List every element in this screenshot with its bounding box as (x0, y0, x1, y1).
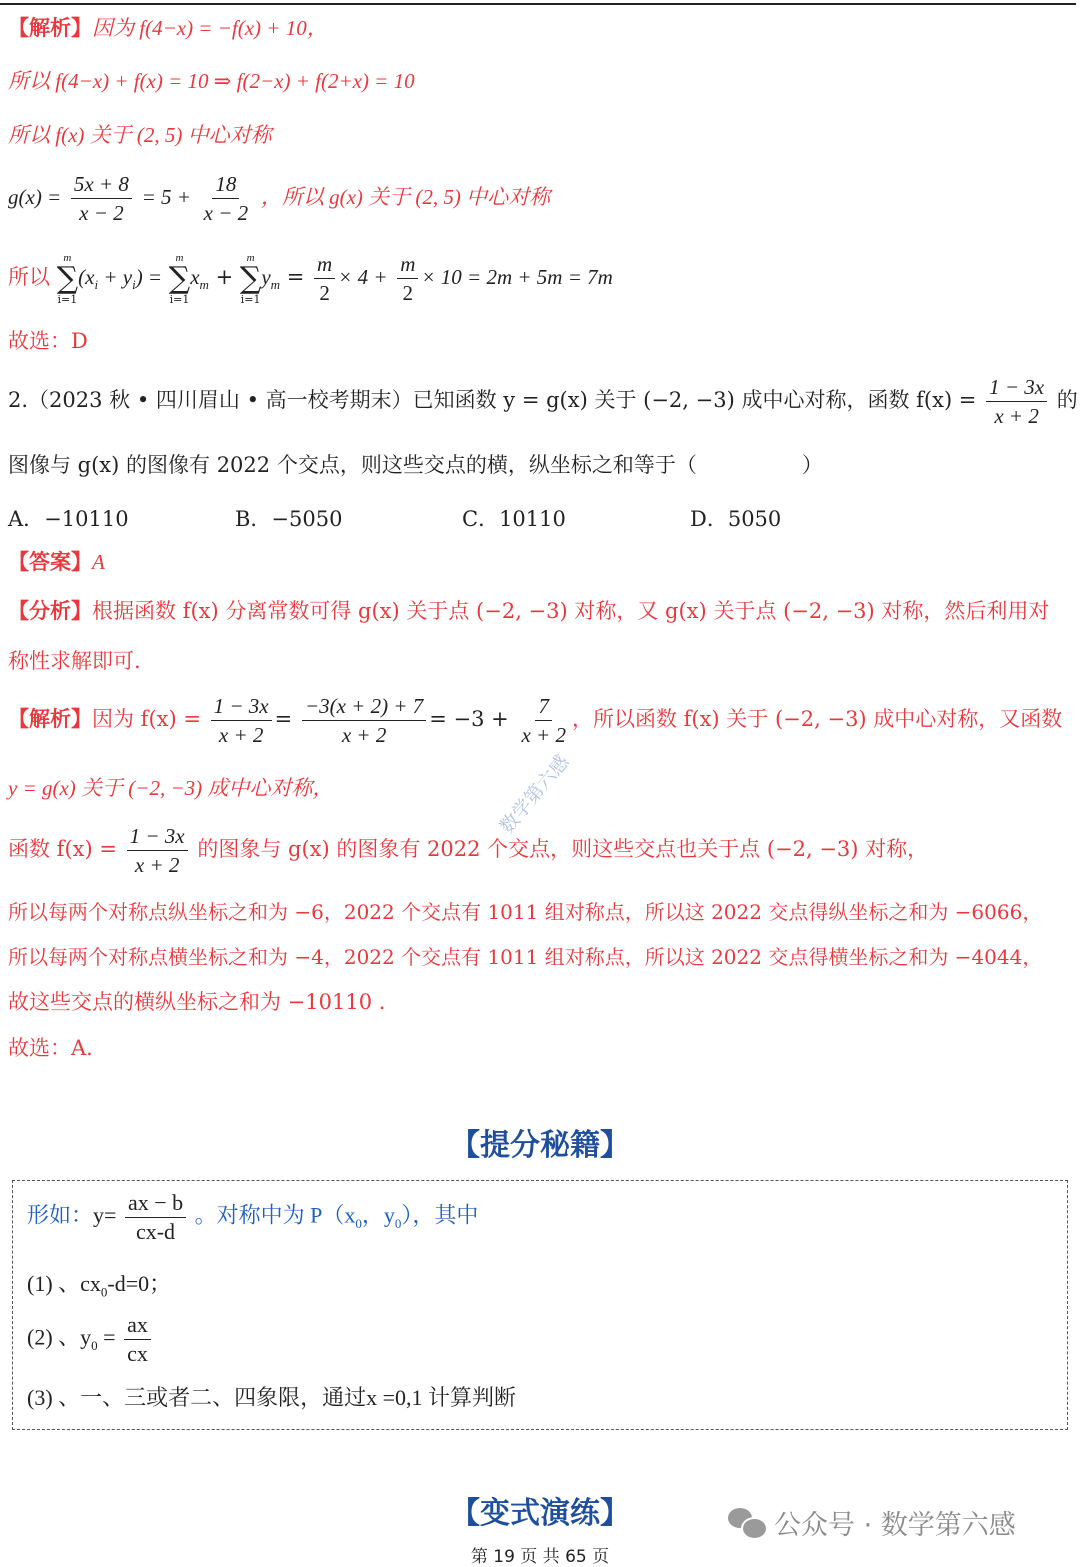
solution2-line-3: 函数 f(x) = $\frac{1 - 3x}{x + 2}$ 的图象与 g(x) 的图象有 2022 个交点，则这些交点也关于点 (−2, −3) 对称， (8, 824, 929, 877)
summation: m ∑ i=1 (239, 251, 262, 306)
solution-line-1: 【解析】因为 f(4−x) = −f(x) + 10， (8, 15, 328, 40)
option-b: B．−5050 (235, 507, 343, 531)
tip-line-2: (1) 、$cx_0-d=0$； (27, 1271, 172, 1300)
analysis-line-1: 【分析】根据函数 f(x) 分离常数可得 g(x) 关于点 (−2, −3) 对称，又 g(x) 关于点 (−2, −3) 对称，然后利用对 (8, 598, 1050, 623)
tip-line-1: 形如：y= $\frac{ax - b}{cx-d}$ 。对称中为 $P(x_0$，$y_0$），其中 (27, 1190, 479, 1244)
option-d: D．5050 (690, 507, 782, 531)
solution-line-3: 所以 f(x) 关于 (2, 5) 中心对称 (8, 123, 272, 147)
analysis-line-2: 称性求解即可. (8, 649, 141, 673)
fraction: $\frac{ax - b}{cx-d}$ (125, 1189, 186, 1246)
solution2-line-7: 故选：A. (8, 1036, 93, 1060)
solution2-line-2: y = g(x) 关于 (−2, −3) 成中心对称， (8, 776, 334, 800)
solution2-line-1: 【解析】因为 f(x) = $\frac{1 - 3x}{x + 2}$ = $\frac{-3(x + 2) + 7}{x + 2}$ = −3 + $\frac{7}{x + 2}$ ，所以函数 f(x) 关于 (−2, −3) 成中心对称，又函数 (8, 694, 1063, 747)
tips-title: 【提分秘籍】 (450, 1128, 630, 1163)
variant-practice-title: 【变式演练】 (450, 1496, 630, 1531)
wechat-brand: 公众号 · 数学第六感 (728, 1503, 1016, 1542)
solution2-line-4: 所以每两个对称点纵坐标之和为 −6，2022 个交点有 1011 组对称点，所以这 2022 交点得纵坐标之和为 −6066， (8, 900, 1043, 924)
question-2-line-2: 图像与 g(x) 的图像有 2022 个交点，则这些交点的横，纵坐标之和等于（ ） (8, 453, 823, 477)
option-a: A．−10110 (8, 507, 129, 531)
top-rule (0, 3, 1076, 5)
watermark-text: 数学第六感 (495, 751, 574, 838)
fraction: $\frac{1 - 3x}{x + 2}$ (986, 373, 1047, 430)
solution-choice: 故选：D (8, 329, 88, 353)
solution-line-2: 所以 f(4−x) + f(x) = 10 ⇒ f(2−x) + f(2+x) = 10 (8, 69, 415, 93)
solution2-line-5: 所以每两个对称点横坐标之和为 −4，2022 个交点有 1011 组对称点，所以这 2022 交点得横坐标之和为 −4044， (8, 945, 1043, 969)
option-c: C．10110 (462, 507, 566, 531)
summation: m ∑ i=1 (56, 251, 79, 306)
fraction: $\frac{5x + 8}{x - 2}$ (71, 170, 132, 227)
tips-box (12, 1180, 1068, 1430)
summation: m ∑ i=1 (168, 251, 191, 306)
fraction: $\frac{1 - 3x}{x + 2}$ (127, 822, 188, 879)
fraction: $\frac{-3(x + 2) + 7}{x + 2}$ (302, 692, 426, 749)
question-2-line-1: 2.（2023 秋 • 四川眉山 • 高一校考期末）已知函数 y = g(x) 关于 (−2, −3) 成中心对称，函数 f(x) = $\frac{1 - 3x}{x + 2}$ 的 (8, 375, 1078, 428)
wechat-icon (728, 1506, 766, 1540)
answer-line: 【答案】A (8, 549, 105, 574)
analysis-label: 【解析】 (8, 15, 92, 40)
fraction: $\frac{m}{2}$ (314, 250, 335, 307)
page-footer: 第 19 页 共 65 页 (470, 1547, 610, 1567)
solution-line-4: g(x) = $\frac{5x + 8}{x - 2}$ = 5 + $\frac{18}{x - 2}$ ，所以 g(x) 关于 (2, 5) 中心对称 (8, 172, 551, 225)
fraction: $\frac{18}{x - 2}$ (203, 172, 249, 225)
tip-line-4: (3) 、一、三或者二、四象限，通过x =0,1 计算判断 (27, 1385, 517, 1410)
solution-line-5: 所以 m ∑ i=1 $(x_i + y_i)$ = m ∑ i=1 $x_m$ + m ∑ i=1 $y_m$ = $\frac{m}{2}$ × 4 + $\frac{m}{2}$ × 10 = 2m + 5m = 7m (8, 251, 613, 306)
fraction: $\frac{1 - 3x}{x + 2}$ (211, 692, 272, 749)
fraction: $\frac{ax}{cx}$ (124, 1311, 151, 1368)
fraction: $\frac{m}{2}$ (397, 250, 418, 307)
solution2-line-6: 故这些交点的横纵坐标之和为 −10110 . (8, 990, 386, 1014)
fraction: $\frac{7}{x + 2}$ (521, 694, 566, 747)
tip-line-3: (2) 、$y_0$ = $\frac{ax}{cx}$ (27, 1311, 154, 1368)
